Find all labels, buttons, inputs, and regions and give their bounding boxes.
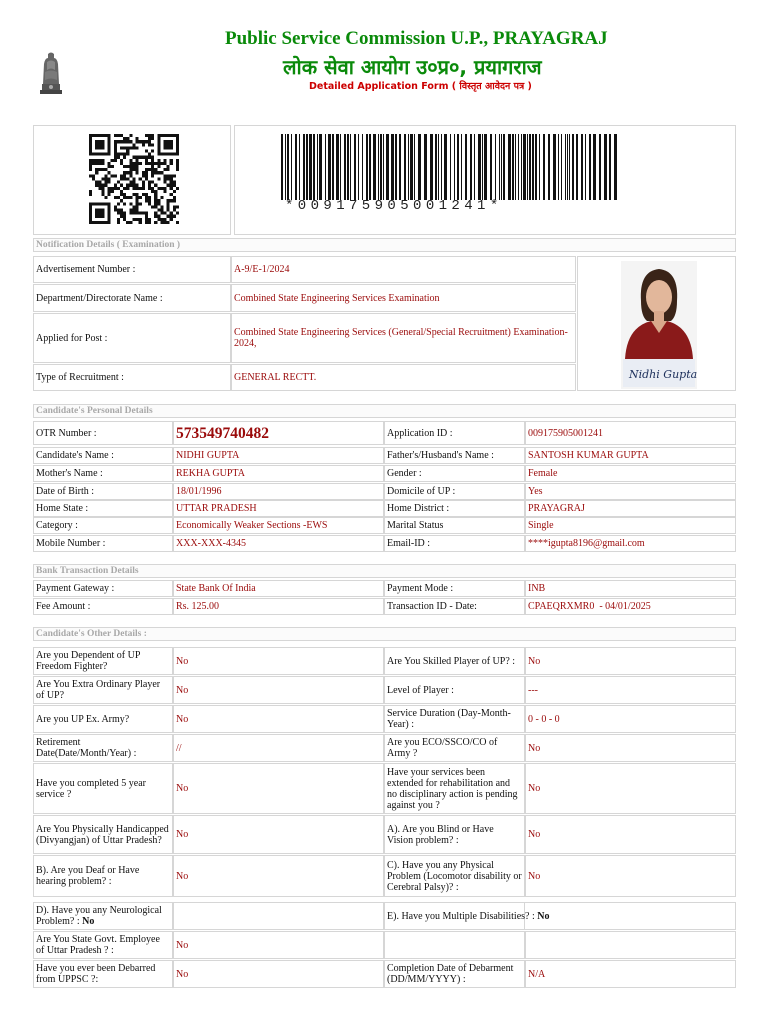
- transaction-id-label: Transaction ID - Date:: [384, 598, 525, 615]
- retirement-date-question: Retirement Date(Date/Month/Year) :: [33, 734, 173, 762]
- recruitment-label: Type of Recruitment :: [33, 364, 231, 391]
- home-state-value: UTTAR PRADESH: [173, 500, 384, 517]
- player-level-question: Level of Player :: [384, 676, 525, 704]
- debarred-answer: No: [173, 960, 384, 988]
- multiple-disabilities-question: [384, 902, 550, 930]
- freedom-fighter-question: Are you Dependent of UP Freedom Fighter?: [33, 647, 173, 675]
- ex-army-question: Are you UP Ex. Army?: [33, 705, 173, 733]
- gender-label: Gender :: [384, 465, 525, 482]
- handicapped-question: Are You Physically Handicapped (Divyangjan) of Uttar Pradesh?: [33, 815, 173, 854]
- father-name-label: Father's/Husband's Name :: [384, 447, 525, 464]
- fee-amount-label: Fee Amount :: [33, 598, 173, 615]
- fee-amount-value: Rs. 125.00: [173, 598, 384, 615]
- multiple-disabilities-question-text: E). Have you Multiple Disabilities? :: [387, 910, 535, 922]
- dob-label: Date of Birth :: [33, 483, 173, 500]
- five-year-service-answer: No: [173, 763, 384, 814]
- otr-value: 573549740482: [173, 421, 384, 445]
- post-label: Applied for Post :: [33, 313, 231, 363]
- neurological-empty-cell: [173, 902, 384, 930]
- home-district-value: PRAYAGRAJ: [525, 500, 736, 517]
- physical-problem-question: C). Have you any Physical Problem (Locomotor disability or Cerebral Palsy)? :: [384, 855, 525, 897]
- blind-question: A). Are you Blind or Have Vision problem? :: [384, 815, 525, 854]
- email-label: Email-ID :: [384, 535, 525, 552]
- home-district-label: Home District :: [384, 500, 525, 517]
- extra-player-question: Are You Extra Ordinary Player of UP?: [33, 676, 173, 704]
- five-year-service-question: Have you completed 5 year service ?: [33, 763, 173, 814]
- transaction-id-value: CPAEQRXMR0 - 04/01/2025: [525, 598, 736, 615]
- neurological-question-text: D). Have you any Neurological Problem? :: [36, 905, 162, 927]
- service-duration-answer: 0 - 0 - 0: [525, 705, 736, 733]
- neurological-question: [33, 902, 173, 930]
- email-value: ****igupta8196@gmail.com: [525, 535, 736, 552]
- services-extended-answer: No: [525, 763, 736, 814]
- player-level-answer: ---: [525, 676, 736, 704]
- payment-gateway-label: Payment Gateway :: [33, 580, 173, 597]
- otr-label: OTR Number :: [33, 421, 173, 445]
- service-duration-question: Service Duration (Day-Month-Year) :: [384, 705, 525, 733]
- payment-mode-label: Payment Mode :: [384, 580, 525, 597]
- gender-value: Female: [525, 465, 736, 482]
- home-state-label: Home State :: [33, 500, 173, 517]
- payment-mode-value: INB: [525, 580, 736, 597]
- signature-text: Nidhi Gupta: [629, 368, 697, 381]
- form-subtitle: Detailed Application Form ( विस्तृत आवेदन पत्र ): [309, 81, 532, 92]
- candidate-name-label: Candidate's Name :: [33, 447, 173, 464]
- deaf-question: B). Are you Deaf or Have hearing problem? :: [33, 855, 173, 897]
- physical-problem-answer: No: [525, 855, 736, 897]
- dob-value: 18/01/1996: [173, 483, 384, 500]
- qr-code-icon: [89, 134, 179, 224]
- neurological-answer: No: [82, 916, 95, 927]
- title-hindi: लोक सेवा आयोग उ०प्र०, प्रयागराज: [283, 55, 542, 79]
- domicile-value: Yes: [525, 483, 736, 500]
- notification-section-title: Notification Details ( Examination ): [33, 238, 736, 252]
- skilled-player-answer: No: [525, 647, 736, 675]
- form-header: [0, 0, 768, 120]
- freedom-fighter-answer: No: [173, 647, 384, 675]
- state-employee-empty-value: [525, 931, 736, 959]
- personal-section-title: Candidate's Personal Details: [33, 404, 736, 418]
- candidate-name-value: NIDHI GUPTA: [173, 447, 384, 464]
- barcode-icon: [281, 134, 621, 200]
- recruitment-value: GENERAL RECTT.: [231, 364, 576, 391]
- department-label: Department/Directorate Name :: [33, 284, 231, 312]
- skilled-player-question: Are You Skilled Player of UP? :: [384, 647, 525, 675]
- advertisement-label: Advertisement Number :: [33, 256, 231, 283]
- blind-answer: No: [525, 815, 736, 854]
- payment-gateway-value: State Bank Of India: [173, 580, 384, 597]
- marital-status-label: Marital Status: [384, 517, 525, 534]
- debarment-date-answer: N/A: [525, 960, 736, 988]
- ex-army-answer: No: [173, 705, 384, 733]
- extra-player-answer: No: [173, 676, 384, 704]
- handicapped-answer: No: [173, 815, 384, 854]
- marital-status-value: Single: [525, 517, 736, 534]
- other-section-title: Candidate's Other Details :: [33, 627, 736, 641]
- state-employee-empty-label: [384, 931, 525, 959]
- multiple-disabilities-empty-cell: [525, 902, 736, 930]
- domicile-label: Domicile of UP :: [384, 483, 525, 500]
- qr-code-box: [33, 125, 231, 235]
- barcode-number: *009175905001241*: [285, 198, 503, 214]
- debarred-question: Have you ever been Debarred from UPPSC ?:: [33, 960, 173, 988]
- mother-name-label: Mother's Name :: [33, 465, 173, 482]
- application-id-value: 009175905001241: [525, 421, 736, 445]
- retirement-date-answer: //: [173, 734, 384, 762]
- mobile-label: Mobile Number :: [33, 535, 173, 552]
- debarment-date-question: Completion Date of Debarment (DD/MM/YYYY) :: [384, 960, 525, 988]
- mobile-value: XXX-XXX-4345: [173, 535, 384, 552]
- advertisement-value: A-9/E-1/2024: [231, 256, 576, 283]
- barcode-box: [234, 125, 736, 235]
- state-employee-question: Are You State Govt. Employee of Uttar Pradesh ? :: [33, 931, 173, 959]
- post-value: Combined State Engineering Services (General/Special Recruitment) Examination- 2024,: [231, 313, 576, 363]
- multiple-disabilities-answer: No: [537, 910, 550, 922]
- department-value: Combined State Engineering Services Examination: [231, 284, 576, 312]
- candidate-photo: [621, 261, 697, 389]
- services-extended-question: Have your services been extended for rehabilitation and no disciplinary action is pending against you ?: [384, 763, 525, 814]
- mother-name-value: REKHA GUPTA: [173, 465, 384, 482]
- photo-box: [577, 256, 736, 391]
- eco-army-question: Are you ECO/SSCO/CO of Army ?: [384, 734, 525, 762]
- category-label: Category :: [33, 517, 173, 534]
- bank-section-title: Bank Transaction Details: [33, 564, 736, 578]
- state-employee-answer: No: [173, 931, 384, 959]
- eco-army-answer: No: [525, 734, 736, 762]
- title-english: Public Service Commission U.P., PRAYAGRAJ: [225, 28, 608, 49]
- father-name-value: SANTOSH KUMAR GUPTA: [525, 447, 736, 464]
- state-emblem-icon: [36, 50, 66, 96]
- deaf-answer: No: [173, 855, 384, 897]
- category-value: Economically Weaker Sections -EWS: [173, 517, 384, 534]
- application-id-label: Application ID :: [384, 421, 525, 445]
